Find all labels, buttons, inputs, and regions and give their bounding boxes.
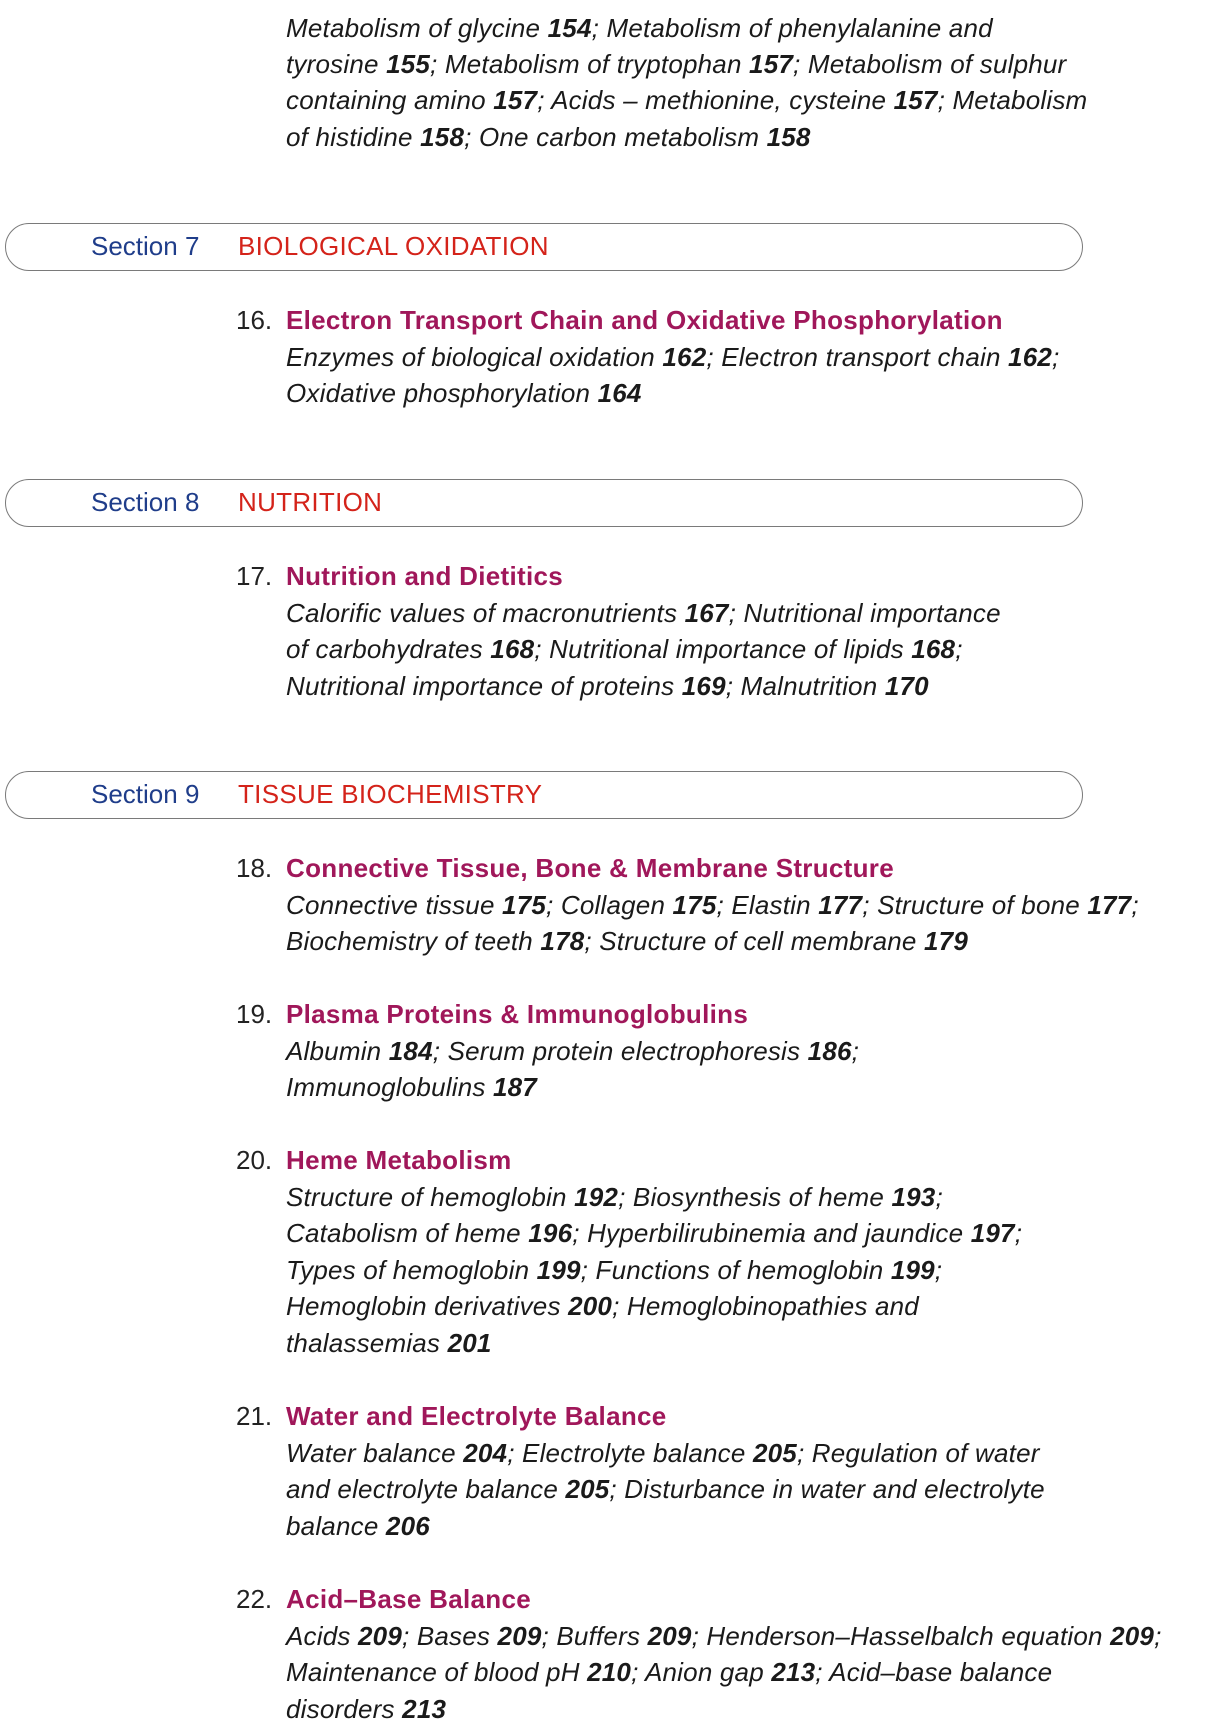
chapter-number: 19.: [236, 999, 273, 1029]
page-number: 186: [807, 1036, 852, 1066]
page-number: 196: [528, 1218, 573, 1248]
topic-text: ; Bases: [402, 1621, 498, 1651]
topic-line: [286, 1252, 942, 1288]
page-number: 158: [766, 122, 811, 152]
topic-line: [286, 375, 642, 411]
page-number: 155: [386, 49, 431, 79]
page-number: 209: [358, 1621, 402, 1651]
topic-line: [286, 923, 968, 959]
page-number: 209: [497, 1621, 542, 1651]
page-number: 199: [890, 1255, 935, 1285]
topic-text: ; Anion gap: [631, 1657, 772, 1687]
topic-text: ;: [1014, 1218, 1023, 1248]
chapter-title: Connective Tissue, Bone & Membrane Structure: [286, 853, 894, 883]
page-number: 175: [502, 890, 547, 920]
chapter-number: 16.: [236, 305, 273, 335]
topic-text: ; Collagen: [546, 890, 673, 920]
topic-line: [286, 631, 963, 667]
topic-text: ; Metabolism: [937, 85, 1088, 115]
section-label: Section 8: [91, 487, 200, 517]
topic-text: Types of hemoglobin: [286, 1255, 537, 1285]
topic-text: ; Metabolism of sulphur: [793, 49, 1067, 79]
page-number: 187: [492, 1072, 537, 1102]
topic-line: [286, 1508, 430, 1544]
page-number: 213: [771, 1657, 816, 1687]
topic-text: thalassemias: [286, 1328, 448, 1358]
topic-text: Immunoglobulins: [286, 1072, 493, 1102]
topic-text: ; Henderson–Hasselbalch equation: [691, 1621, 1111, 1651]
topic-text: ;: [1131, 890, 1139, 920]
topic-text: ; Electrolyte balance: [507, 1438, 753, 1468]
chapter-number: 17.: [236, 561, 273, 591]
topic-text: ; Buffers: [541, 1621, 648, 1651]
topic-text: ; Metabolism of phenylalanine and: [591, 13, 993, 43]
chapter-number: 18.: [236, 853, 273, 883]
page-number: 205: [565, 1474, 610, 1504]
topic-text: ; Nutritional importance: [728, 598, 1001, 628]
topic-line: [286, 1691, 446, 1727]
page-number: 178: [540, 926, 585, 956]
chapter-number: 21.: [236, 1401, 273, 1431]
topic-text: ; Electron transport chain: [706, 342, 1009, 372]
page-number: 157: [893, 85, 938, 115]
topic-line: [286, 119, 811, 155]
section-title: NUTRITION: [238, 487, 383, 517]
topic-line: [286, 887, 1139, 923]
page-number: 164: [597, 378, 642, 408]
page-number: 205: [752, 1438, 797, 1468]
topic-text: Acids: [286, 1621, 359, 1651]
chapter-title: Nutrition and Dietitics: [286, 561, 564, 591]
topic-line: [286, 595, 1001, 631]
topic-line: [286, 1215, 1022, 1251]
topic-text: ; Malnutrition: [725, 671, 885, 701]
topic-line: [286, 1618, 1162, 1654]
page-number: 162: [1008, 342, 1053, 372]
chapter-title: Acid–Base Balance: [286, 1584, 532, 1614]
topic-text: ; Hyperbilirubinemia and jaundice: [572, 1218, 971, 1248]
topic-line: [286, 1435, 1040, 1471]
topic-text: ;: [934, 1255, 943, 1285]
page-number: 168: [490, 634, 535, 664]
page-number: 167: [684, 598, 729, 628]
page-number: 169: [681, 671, 726, 701]
chapter-title: Electron Transport Chain and Oxidative Phosphorylation: [286, 305, 1003, 335]
topic-text: Maintenance of blood pH: [286, 1657, 588, 1687]
topic-text: ; Functions of hemoglobin: [580, 1255, 891, 1285]
topic-text: ;: [955, 634, 963, 664]
chapter-title: Plasma Proteins & Immunoglobulins: [286, 999, 749, 1029]
topic-text: Calorific values of macronutrients: [286, 598, 685, 628]
topic-text: ; Structure of cell membrane: [584, 926, 924, 956]
topic-text: of histidine: [286, 122, 421, 152]
section-title: BIOLOGICAL OXIDATION: [238, 231, 549, 261]
page-number: 168: [911, 634, 956, 664]
page-number: 204: [463, 1438, 508, 1468]
page-number: 213: [402, 1694, 447, 1724]
topic-text: ;: [935, 1182, 943, 1212]
page-number: 177: [1087, 890, 1132, 920]
topic-text: tyrosine: [286, 49, 387, 79]
topic-text: Enzymes of biological oxidation: [286, 342, 663, 372]
page-number: 200: [568, 1291, 613, 1321]
section-label: Section 9: [91, 779, 200, 809]
page-number: 197: [970, 1218, 1015, 1248]
page-number: 175: [672, 890, 717, 920]
topic-text: ; Nutritional importance of lipids: [534, 634, 912, 664]
topic-text: Albumin: [286, 1036, 389, 1066]
chapter-number: 22.: [236, 1584, 273, 1614]
page-number: 206: [385, 1511, 430, 1541]
topic-line: [286, 1179, 943, 1215]
page-number: 154: [547, 13, 592, 43]
topic-text: ; Biosynthesis of heme: [618, 1182, 892, 1212]
topic-text: Biochemistry of teeth: [286, 926, 541, 956]
topic-text: Structure of hemoglobin: [286, 1182, 575, 1212]
page-number: 201: [447, 1328, 492, 1358]
topic-text: of carbohydrates: [286, 634, 491, 664]
topic-line: [286, 1471, 1045, 1507]
topic-text: disorders: [286, 1694, 403, 1724]
page-number: 158: [420, 122, 465, 152]
topic-text: balance: [286, 1511, 386, 1541]
page-number: 184: [388, 1036, 433, 1066]
topic-line: [286, 1033, 859, 1069]
page-number: 170: [884, 671, 929, 701]
topic-text: Nutritional importance of proteins: [286, 671, 682, 701]
page-number: 193: [891, 1182, 936, 1212]
page-number: 157: [749, 49, 794, 79]
page-number: 177: [818, 890, 863, 920]
topic-text: ; Disturbance in water and electrolyte: [609, 1474, 1045, 1504]
page-number: 199: [536, 1255, 581, 1285]
topic-text: ; Serum protein electrophoresis: [432, 1036, 808, 1066]
topic-text: Hemoglobin derivatives: [286, 1291, 569, 1321]
page-number: 179: [924, 926, 968, 956]
section-title: TISSUE BIOCHEMISTRY: [238, 779, 543, 809]
topic-text: Metabolism of glycine: [286, 13, 548, 43]
topic-line: [286, 1325, 492, 1361]
page-number: 157: [493, 85, 538, 115]
topic-line: [286, 339, 1059, 375]
section-banner: [5, 223, 1083, 271]
topic-text: ; Hemoglobinopathies and: [612, 1291, 919, 1321]
topic-text: ; One carbon metabolism: [464, 122, 767, 152]
topic-text: ; Structure of bone: [862, 890, 1088, 920]
topic-text: ; Acid–base balance: [815, 1657, 1053, 1687]
topic-line: [286, 668, 929, 704]
topic-text: Connective tissue: [286, 890, 503, 920]
topic-line: [286, 46, 1066, 82]
page-number: 162: [662, 342, 707, 372]
page-number: 209: [647, 1621, 692, 1651]
topic-text: Water balance: [286, 1438, 464, 1468]
topic-text: ; Regulation of water: [796, 1438, 1040, 1468]
topic-text: containing amino: [286, 85, 494, 115]
chapter-number: 20.: [236, 1145, 273, 1175]
topic-text: ;: [1154, 1621, 1162, 1651]
topic-text: and electrolyte balance: [286, 1474, 566, 1504]
page-number: 210: [587, 1657, 632, 1687]
topic-line: [286, 1069, 537, 1105]
topic-text: Catabolism of heme: [286, 1218, 529, 1248]
page-number: 192: [574, 1182, 619, 1212]
topic-text: ; Elastin: [716, 890, 819, 920]
topic-line: [286, 10, 993, 46]
chapter-title: Heme Metabolism: [286, 1145, 512, 1175]
topic-text: ; Metabolism of tryptophan: [430, 49, 750, 79]
chapter-title: Water and Electrolyte Balance: [286, 1401, 667, 1431]
topic-line: [286, 1288, 919, 1324]
section-banner: [5, 479, 1083, 527]
topic-text: ;: [1052, 342, 1060, 372]
page-number: 209: [1110, 1621, 1155, 1651]
topic-text: ; Acids – methionine, cysteine: [537, 85, 894, 115]
topic-line: [286, 82, 1087, 118]
topic-line: [286, 1654, 1052, 1690]
section-banner: [5, 771, 1083, 819]
topic-text: Oxidative phosphorylation: [286, 378, 598, 408]
topic-text: ;: [851, 1036, 860, 1066]
section-label: Section 7: [91, 231, 200, 261]
